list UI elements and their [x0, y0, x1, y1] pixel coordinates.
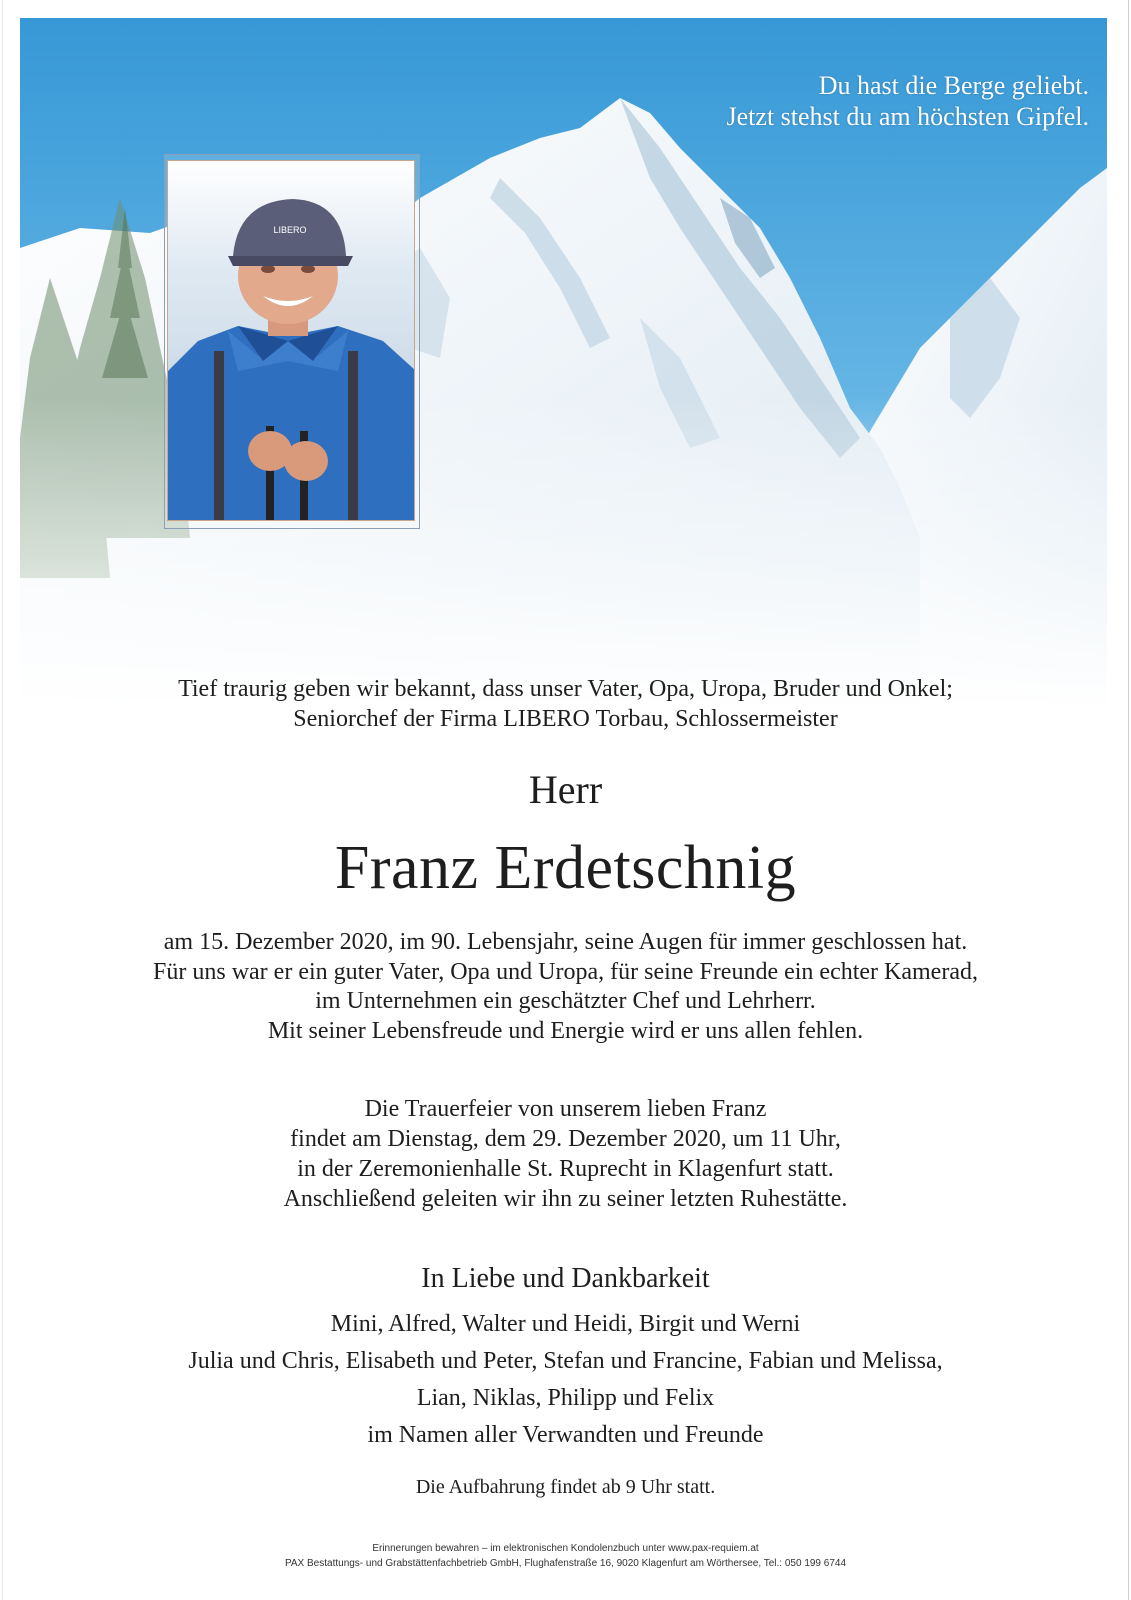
- mourners-line-4: im Namen aller Verwandten und Freunde: [367, 1422, 764, 1448]
- funeral-info: [0, 1094, 1131, 1214]
- footer-line-2: PAX Bestattungs- und Grabstättenfachbetrieb GmbH, Flughafenstraße 16, 9020 Klagenfurt am Wörthersee, Tel.: 050 199 6744: [284, 1558, 847, 1569]
- footer-line-1: Erinnerungen bewahren – im elektronischen Kondolenzbuch unter www.pax-requiem.at: [372, 1543, 759, 1554]
- funeral-line-4: Anschließend geleiten wir ihn zu seiner letzten Ruhestätte.: [283, 1186, 848, 1212]
- deceased-name: Franz Erdetschnig: [334, 834, 797, 902]
- bio-line-2: Für uns war er ein guter Vater, Opa und Uropa, für seine Freunde ein echter Kamerad,: [153, 958, 978, 985]
- portrait-photo: [167, 160, 415, 521]
- mourners-line-3: Lian, Niklas, Philipp und Felix: [416, 1385, 715, 1411]
- funeral-line-3: in der Zeremonienhalle St. Ruprecht in Klagenfurt statt.: [297, 1156, 834, 1182]
- footer: [0, 1541, 1131, 1571]
- bio-line-1: am 15. Dezember 2020, im 90. Lebensjahr, seine Augen für immer geschlossen hat.: [163, 929, 968, 955]
- funeral-line-1: Die Trauerfeier von unserem lieben Franz: [364, 1096, 767, 1122]
- salutation: Herr: [528, 767, 603, 812]
- mountain-quote: [727, 70, 1089, 132]
- quote-line-1: Du hast die Berge geliebt.: [818, 71, 1089, 100]
- cap-logo-text: LIBERO: [273, 225, 307, 235]
- mourners-heading: In Liebe und Dankbarkeit: [421, 1263, 710, 1294]
- announcement-line-1: Tief traurig geben wir bekannt, dass unser Vater, Opa, Uropa, Bruder und Onkel;: [178, 676, 953, 702]
- mourners-list: [0, 1306, 1131, 1454]
- mourners-line-1: Mini, Alfred, Walter und Heidi, Birgit und Werni: [330, 1311, 801, 1337]
- announcement-line-2: Seniorchef der Firma LIBERO Torbau, Schlossermeister: [293, 706, 838, 732]
- viewing-info: Die Aufbahrung findet ab 9 Uhr statt.: [415, 1476, 716, 1498]
- bio-paragraph: [0, 928, 1131, 1046]
- mourners-line-2: Julia und Chris, Elisabeth und Peter, Stefan und Francine, Fabian und Melissa,: [188, 1348, 943, 1374]
- bio-line-3: im Unternehmen ein geschätzter Chef und Lehrherr.: [315, 988, 816, 1014]
- announcement: [0, 674, 1131, 734]
- bio-line-4: Mit seiner Lebensfreude und Energie wird er uns allen fehlen.: [267, 1017, 864, 1044]
- quote-line-2: Jetzt stehst du am höchsten Gipfel.: [726, 102, 1089, 131]
- funeral-line-2: findet am Dienstag, dem 29. Dezember 2020, um 11 Uhr,: [290, 1126, 841, 1152]
